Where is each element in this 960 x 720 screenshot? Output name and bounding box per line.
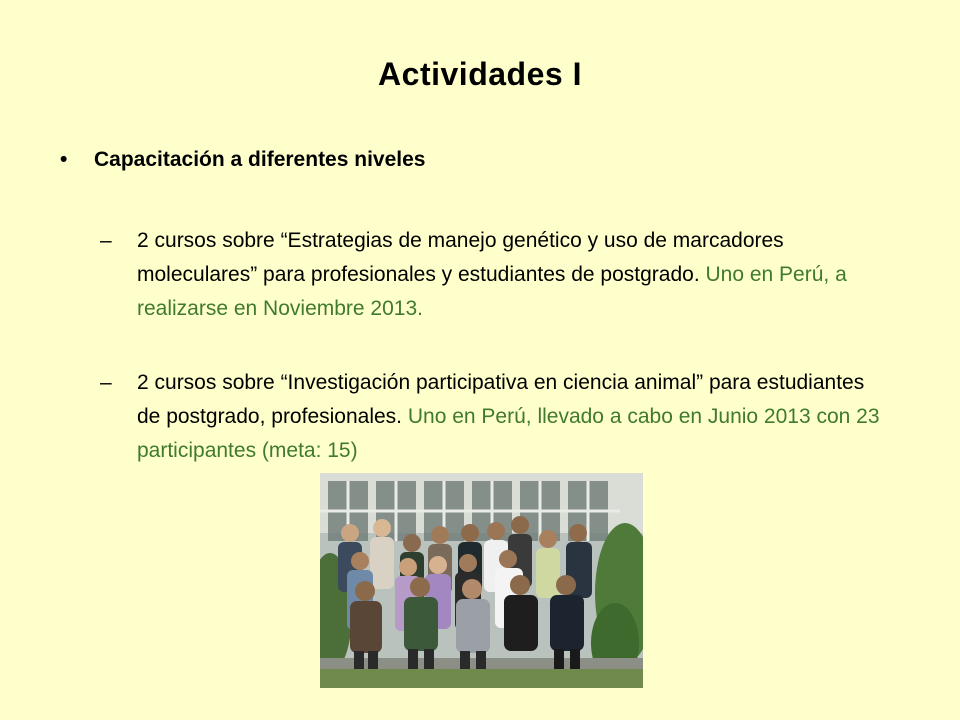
- course-item-1: [100, 224, 890, 326]
- course-item-2-text: [137, 366, 890, 468]
- bullet-heading: Capacitación a diferentes niveles: [94, 148, 426, 171]
- slide-title: Actividades I: [378, 56, 582, 92]
- course-item-2: [100, 366, 890, 468]
- group-photo-illustration: [320, 473, 643, 688]
- course-item-2-status: Uno en Perú, llevado a cabo en Junio 2013 con 23 participantes (meta: 15): [137, 405, 880, 462]
- dash-marker: –: [100, 371, 112, 394]
- course-item-1-text: [137, 224, 890, 326]
- course-item-2-description: 2 cursos sobre “Investigación participativa en ciencia animal” para estudiantes de postgrado, profesionales.: [137, 371, 865, 428]
- course-item-1-description: 2 cursos sobre “Estrategias de manejo genético y uso de marcadores moleculares” para profesionales y estudiantes de postgrado.: [137, 229, 784, 286]
- bullet-marker: •: [60, 148, 68, 171]
- group-photo: [320, 473, 643, 688]
- course-item-1-status: Uno en Perú, a realizarse en Noviembre 2013.: [137, 263, 847, 320]
- dash-marker: –: [100, 229, 112, 252]
